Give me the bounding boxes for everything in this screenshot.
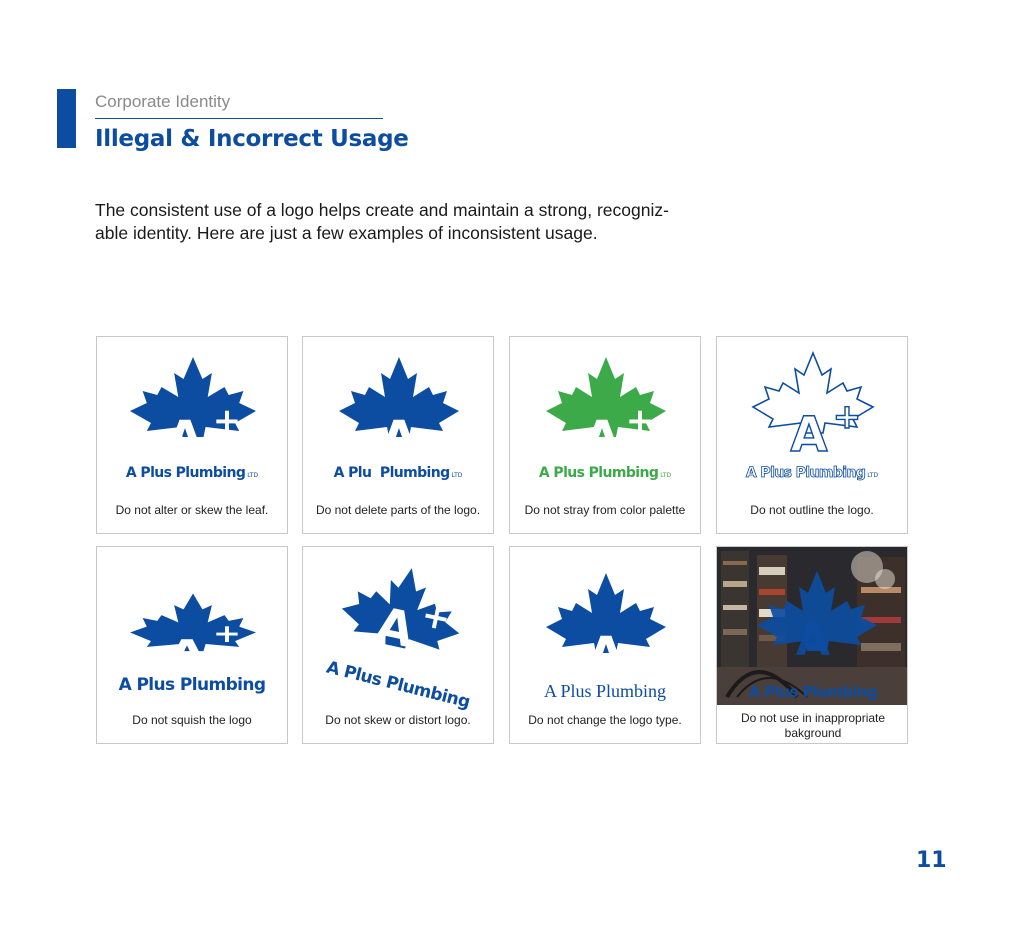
svg-text:A: A: [795, 615, 831, 666]
example-tile-altered-leaf: [96, 336, 288, 534]
brand-wordmark: A Plus Plumbing: [543, 681, 667, 701]
example-tile-squished: [96, 546, 288, 744]
example-tile-wrong-color: [509, 336, 701, 534]
intro-paragraph: [95, 199, 735, 245]
header-rule: [95, 118, 383, 119]
svg-text:A: A: [380, 411, 418, 467]
library-background-photo: [717, 547, 908, 705]
example-tile-skewed: [302, 546, 494, 744]
example-caption: Do not skew or distort logo.: [325, 713, 471, 727]
section-label: Corporate Identity: [95, 92, 231, 111]
svg-text:+: +: [625, 401, 655, 441]
brand-wordmark: A Plus Plumbing LTD: [745, 465, 879, 481]
svg-text:A: A: [587, 627, 625, 683]
example-caption: Do not alter or skew the leaf.: [115, 503, 269, 517]
example-caption: Do not outline the logo.: [750, 503, 874, 517]
svg-text:A: A: [167, 632, 207, 675]
brand-wordmark: A Plus Plumbing LTD: [125, 465, 259, 481]
svg-text:A Plus Plumbing: A Plus Plumbing: [748, 683, 878, 701]
page-number: 11: [916, 848, 947, 873]
svg-text:+: +: [418, 594, 455, 640]
example-tile-outlined: [716, 336, 908, 534]
svg-text:A: A: [583, 411, 621, 467]
svg-text:A: A: [166, 411, 204, 467]
intro-line-2: able identity. Here are just a few examples of inconsistent usage.: [95, 223, 598, 243]
example-caption: Do not use in inappropriate bakground: [740, 711, 886, 740]
example-tile-deleted-parts: [302, 336, 494, 534]
svg-text:A: A: [371, 596, 420, 660]
example-caption: Do not stray from color palette: [524, 503, 686, 517]
brand-wordmark: A Plus Plumbing: [118, 675, 266, 695]
example-caption: Do not change the logo type.: [528, 713, 682, 727]
intro-line-1: The consistent use of a logo helps create and maintain a strong, recogniz-: [95, 200, 669, 220]
example-caption: Do not delete parts of the logo.: [315, 503, 481, 517]
example-tile-bad-background: [716, 546, 908, 744]
accent-bar: [57, 89, 76, 148]
brand-wordmark: A Plus Plumbing: [324, 657, 472, 713]
svg-text:A: A: [790, 407, 828, 463]
brand-wordmark: A Plu Plumbing LTD: [333, 465, 463, 481]
example-caption: Do not squish the logo: [132, 713, 252, 727]
example-tile-changed-type: [509, 546, 701, 744]
svg-text:+: +: [212, 619, 242, 648]
svg-text:+: +: [212, 401, 242, 441]
brand-wordmark: A Plus Plumbing LTD: [538, 465, 672, 481]
page-title: Illegal & Incorrect Usage: [95, 126, 409, 152]
svg-text:+: +: [832, 397, 862, 437]
